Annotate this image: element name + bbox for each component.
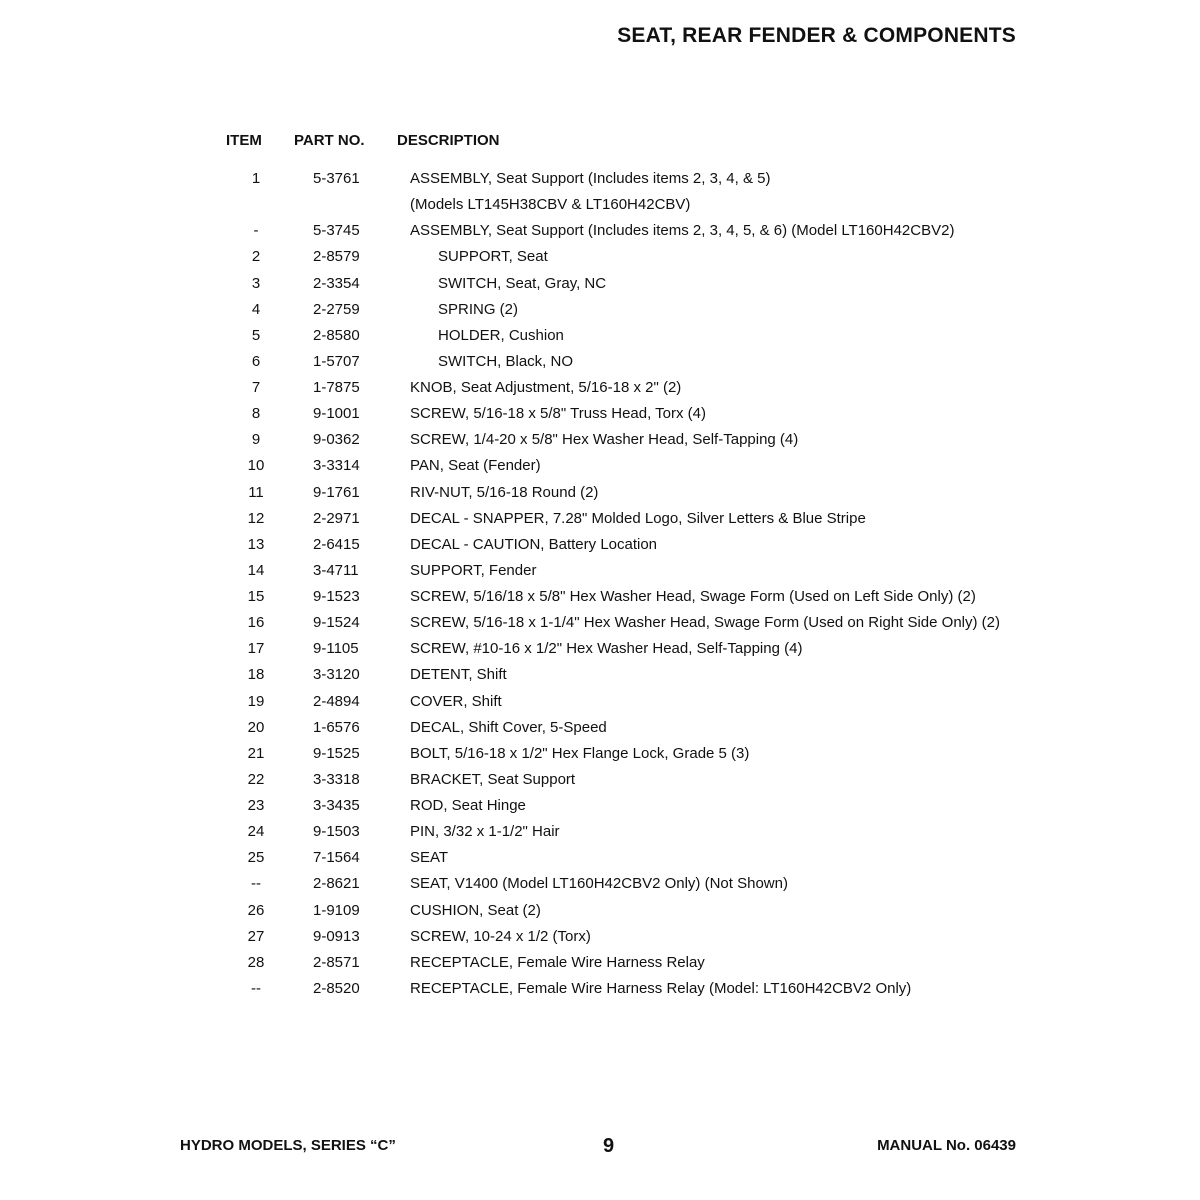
table-row bbox=[0, 560, 1200, 586]
table-header bbox=[0, 132, 1200, 156]
row-part-number: 1-6576 bbox=[313, 718, 360, 736]
row-description: SEAT bbox=[410, 849, 449, 867]
row-item-number: 18 bbox=[247, 666, 265, 684]
row-item-number: 16 bbox=[247, 614, 265, 632]
table-row bbox=[0, 952, 1200, 978]
table-row bbox=[0, 508, 1200, 534]
row-item-number: 20 bbox=[247, 718, 265, 736]
table-row bbox=[0, 220, 1200, 246]
table-row bbox=[0, 194, 1200, 220]
row-description: SUPPORT, Fender bbox=[410, 561, 537, 579]
row-description: SWITCH, Seat, Gray, NC bbox=[438, 274, 607, 292]
row-item-number: 9 bbox=[251, 431, 261, 449]
row-item-number: 12 bbox=[247, 509, 265, 527]
row-part-number: 3-3120 bbox=[313, 666, 360, 684]
row-item-number: 3 bbox=[251, 274, 261, 292]
row-part-number: 2-2759 bbox=[313, 300, 360, 318]
table-row bbox=[0, 743, 1200, 769]
row-item-number: - bbox=[253, 222, 259, 240]
row-part-number: 2-2971 bbox=[313, 509, 360, 527]
table-row bbox=[0, 847, 1200, 873]
row-item-number: 26 bbox=[247, 901, 265, 919]
row-description: BRACKET, Seat Support bbox=[410, 770, 576, 788]
row-part-number: 3-3314 bbox=[313, 457, 360, 475]
table-row bbox=[0, 429, 1200, 455]
table-row bbox=[0, 586, 1200, 612]
row-part-number: 2-8621 bbox=[313, 875, 360, 893]
row-part-number: 3-3435 bbox=[313, 797, 360, 814]
row-item-number: -- bbox=[251, 875, 261, 893]
table-body bbox=[0, 168, 1200, 1004]
row-item-number: 6 bbox=[251, 352, 261, 370]
table-row bbox=[0, 769, 1200, 795]
table-row bbox=[0, 612, 1200, 638]
row-part-number: 2-3354 bbox=[313, 274, 360, 292]
page-footer bbox=[0, 1135, 1200, 1159]
row-item-number: 28 bbox=[247, 953, 265, 971]
row-part-number: 9-1525 bbox=[313, 744, 360, 762]
row-part-number: 2-8579 bbox=[313, 248, 360, 266]
row-part-number: 2-8580 bbox=[313, 326, 360, 344]
table-row bbox=[0, 691, 1200, 717]
table-row bbox=[0, 377, 1200, 403]
row-part-number: 1-7875 bbox=[313, 379, 360, 396]
table-row bbox=[0, 900, 1200, 926]
row-description: RIV-NUT, 5/16-18 Round (2) bbox=[410, 483, 599, 501]
row-part-number: 9-1105 bbox=[313, 640, 359, 658]
table-row bbox=[0, 299, 1200, 325]
row-description: RECEPTACLE, Female Wire Harness Relay bbox=[410, 953, 705, 971]
row-description: SCREW, 5/16-18 x 5/8" Truss Head, Torx (4) bbox=[410, 405, 706, 423]
row-description: DECAL - SNAPPER, 7.28" Molded Logo, Silver Letters & Blue Stripe bbox=[410, 509, 866, 527]
row-description: SCREW, 1/4-20 x 5/8" Hex Washer Head, Self-Tapping (4) bbox=[410, 431, 799, 449]
row-description: BOLT, 5/16-18 x 1/2" Hex Flange Lock, Grade 5 (3) bbox=[410, 744, 750, 762]
table-row bbox=[0, 795, 1200, 821]
row-part-number: 2-8571 bbox=[313, 953, 360, 971]
table-row bbox=[0, 717, 1200, 743]
row-part-number: 1-9109 bbox=[313, 901, 360, 919]
footer-model-series: HYDRO MODELS, SERIES “C” bbox=[180, 1137, 396, 1154]
table-row bbox=[0, 926, 1200, 952]
header-part-no: PART NO. bbox=[294, 132, 365, 149]
page-title: SEAT, REAR FENDER & COMPONENTS bbox=[617, 24, 1016, 47]
table-row bbox=[0, 534, 1200, 560]
table-row bbox=[0, 168, 1200, 194]
row-description: SPRING (2) bbox=[438, 300, 519, 318]
row-item-number: 2 bbox=[251, 248, 261, 266]
row-item-number: 22 bbox=[247, 770, 265, 788]
row-description: DECAL, Shift Cover, 5-Speed bbox=[410, 718, 607, 736]
row-item-number: 8 bbox=[251, 405, 261, 423]
row-part-number: 9-1503 bbox=[313, 823, 360, 841]
row-description: SCREW, 5/16/18 x 5/8" Hex Washer Head, Swage Form (Used on Left Side Only) (2) bbox=[410, 588, 976, 605]
header-description: DESCRIPTION bbox=[397, 132, 500, 149]
row-part-number: 9-1001 bbox=[313, 405, 360, 423]
row-description: PIN, 3/32 x 1-1/2" Hair bbox=[410, 823, 560, 841]
table-row bbox=[0, 273, 1200, 299]
row-description: KNOB, Seat Adjustment, 5/16-18 x 2" (2) bbox=[410, 379, 682, 396]
row-part-number: 9-1524 bbox=[313, 614, 360, 632]
row-part-number: 1-5707 bbox=[313, 352, 360, 370]
table-row bbox=[0, 403, 1200, 429]
row-description: SCREW, #10-16 x 1/2" Hex Washer Head, Self-Tapping (4) bbox=[410, 640, 803, 658]
row-description: ASSEMBLY, Seat Support (Includes items 2, 3, 4, 5, & 6) (Model LT160H42CBV2) bbox=[410, 222, 955, 240]
table-row bbox=[0, 482, 1200, 508]
row-part-number: 9-1523 bbox=[313, 588, 360, 605]
row-description: COVER, Shift bbox=[410, 692, 502, 710]
table-row bbox=[0, 455, 1200, 481]
row-part-number: 9-0362 bbox=[313, 431, 360, 449]
row-item-number: 15 bbox=[247, 588, 265, 605]
row-item-number: 4 bbox=[251, 300, 261, 318]
footer-page-number: 9 bbox=[603, 1135, 615, 1157]
row-description: ASSEMBLY, Seat Support (Includes items 2, 3, 4, & 5) bbox=[410, 170, 771, 187]
row-description: SEAT, V1400 (Model LT160H42CBV2 Only) (Not Shown) bbox=[410, 875, 788, 893]
row-item-number: 13 bbox=[247, 535, 265, 553]
row-item-number: 24 bbox=[247, 823, 265, 841]
row-item-number: 10 bbox=[247, 457, 265, 475]
row-item-number: 11 bbox=[248, 483, 264, 501]
row-item-number: 23 bbox=[247, 797, 265, 814]
row-description: DECAL - CAUTION, Battery Location bbox=[410, 535, 658, 553]
row-item-number: 5 bbox=[251, 326, 261, 344]
row-part-number: 2-6415 bbox=[313, 535, 360, 553]
table-row bbox=[0, 978, 1200, 1004]
table-row bbox=[0, 638, 1200, 664]
row-part-number: 2-8520 bbox=[313, 979, 360, 997]
parts-table bbox=[0, 132, 1200, 997]
row-item-number: 27 bbox=[247, 927, 265, 945]
row-part-number: 3-3318 bbox=[313, 770, 360, 788]
table-row bbox=[0, 325, 1200, 351]
row-description: RECEPTACLE, Female Wire Harness Relay (Model: LT160H42CBV2 Only) bbox=[410, 979, 912, 997]
row-part-number: 5-3745 bbox=[313, 222, 360, 240]
row-item-number: 19 bbox=[247, 692, 265, 710]
row-item-number: 14 bbox=[247, 561, 265, 579]
row-description: SCREW, 10-24 x 1/2 (Torx) bbox=[410, 927, 591, 945]
header-item: ITEM bbox=[226, 132, 262, 149]
row-description: SCREW, 5/16-18 x 1-1/4" Hex Washer Head, Swage Form (Used on Right Side Only) (2) bbox=[410, 614, 1000, 632]
row-description: HOLDER, Cushion bbox=[438, 326, 564, 344]
row-description: ROD, Seat Hinge bbox=[410, 797, 526, 814]
row-description: PAN, Seat (Fender) bbox=[410, 457, 541, 475]
table-row bbox=[0, 351, 1200, 377]
row-item-number: 17 bbox=[247, 640, 265, 658]
row-description: SWITCH, Black, NO bbox=[438, 352, 574, 370]
row-part-number: 5-3761 bbox=[313, 170, 360, 187]
row-item-number: 7 bbox=[251, 379, 261, 396]
table-row bbox=[0, 821, 1200, 847]
row-description: SUPPORT, Seat bbox=[438, 248, 548, 266]
row-description: CUSHION, Seat (2) bbox=[410, 901, 541, 919]
row-description: (Models LT145H38CBV & LT160H42CBV) bbox=[410, 196, 691, 214]
row-part-number: 2-4894 bbox=[313, 692, 360, 710]
row-item-number: 25 bbox=[247, 849, 265, 867]
row-item-number: -- bbox=[251, 979, 261, 997]
table-row bbox=[0, 246, 1200, 272]
table-row bbox=[0, 873, 1200, 899]
row-part-number: 3-4711 bbox=[313, 561, 359, 579]
table-row bbox=[0, 664, 1200, 690]
row-item-number: 21 bbox=[247, 744, 265, 762]
row-description: DETENT, Shift bbox=[410, 666, 507, 684]
row-part-number: 7-1564 bbox=[313, 849, 360, 867]
row-part-number: 9-1761 bbox=[313, 483, 360, 501]
footer-manual-number: MANUAL No. 06439 bbox=[877, 1137, 1016, 1154]
row-part-number: 9-0913 bbox=[313, 927, 360, 945]
row-item-number: 1 bbox=[251, 170, 261, 187]
